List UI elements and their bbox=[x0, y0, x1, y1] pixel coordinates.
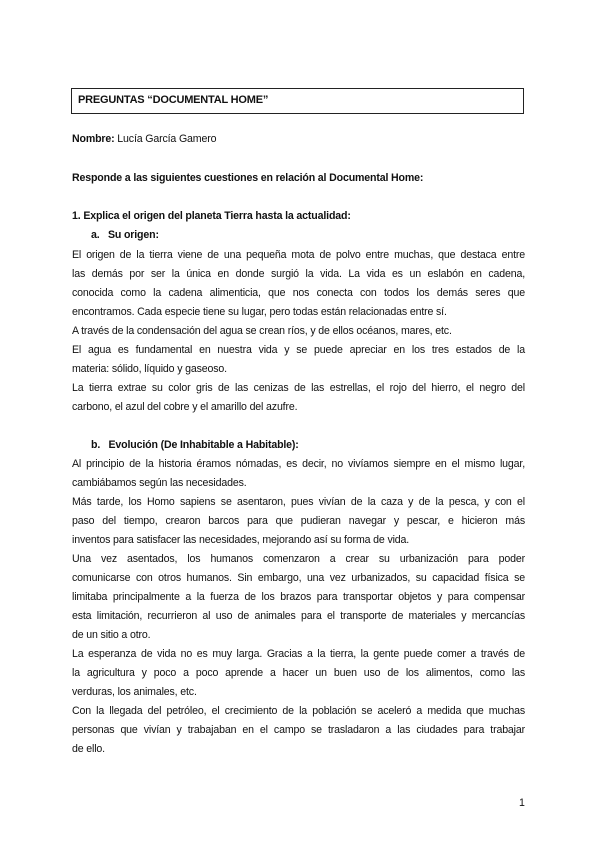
document-title: PREGUNTAS “DOCUMENTAL HOME” bbox=[78, 94, 269, 106]
paragraph-line: El origen de la tierra viene de una pequeña mota de polvo entre muchas, que destaca entre bbox=[72, 249, 525, 261]
paragraph-line: inventos para satisfacer las necesidades, mejorando así su forma de vida. bbox=[72, 534, 410, 546]
paragraph-line: Más tarde, los Homo sapiens se asentaron, pues vivían de la caza y de la pesca, y con el bbox=[72, 496, 525, 508]
paragraph-line: esta limitación, recurrieron al uso de animales para el transporte de materiales y mercancías bbox=[72, 610, 525, 622]
instruction-text: Responde a las siguientes cuestiones en relación al Documental Home: bbox=[72, 172, 424, 184]
section-b-title: Evolución (De Inhabitable a Habitable): bbox=[108, 439, 299, 451]
name-line bbox=[72, 133, 216, 145]
paragraph-line: las demás por ser la única en donde surgió la vida. La vida es un eslabón en cadena, bbox=[72, 268, 525, 280]
paragraph-line: La tierra extrae su color gris de las cenizas de las estrellas, el rojo del hierro, el negro del bbox=[72, 382, 525, 394]
paragraph-line: Al principio de la historia éramos nómadas, es decir, no vivíamos siempre en el mismo lugar, bbox=[72, 458, 525, 470]
section-a-heading bbox=[91, 229, 159, 241]
page-number: 1 bbox=[519, 797, 525, 809]
section-a-title: Su origen: bbox=[107, 229, 159, 241]
paragraph-line: limitaba principalmente a la fuerza de los brazos para transportar objetos y para compensar bbox=[72, 591, 525, 603]
paragraph-line: materia: sólido, líquido y gaseoso. bbox=[72, 363, 227, 375]
paragraph-line: cambiábamos según las necesidades. bbox=[72, 477, 247, 489]
paragraph-line: encontramos. Cada especie tiene su lugar, pero todas están relacionadas entre sí. bbox=[72, 306, 447, 318]
section-b-heading bbox=[91, 439, 299, 451]
paragraph-line: comunicarse con otros humanos. Sin embargo, una vez urbanizados, su capacidad física se bbox=[72, 572, 525, 584]
question-1: 1. Explica el origen del planeta Tierra hasta la actualidad: bbox=[72, 210, 351, 222]
paragraph-line: La esperanza de vida no es muy larga. Gracias a la tierra, la gente puede comer a través de bbox=[72, 648, 525, 660]
paragraph-line: carbono, el azul del cobre y el amarillo del azufre. bbox=[72, 401, 298, 413]
section-a-marker: a. bbox=[91, 229, 100, 241]
paragraph-line: la agricultura y poco a poco aprende a hacer un buen uso de los alimentos, como las bbox=[72, 667, 525, 679]
title-box bbox=[71, 88, 524, 114]
paragraph-line: El agua es fundamental en nuestra vida y se puede apreciar en los tres estados de la bbox=[72, 344, 525, 356]
name-value: Lucía García Gamero bbox=[114, 133, 217, 145]
paragraph-line: A través de la condensación del agua se crean ríos, y de ellos océanos, mares, etc. bbox=[72, 325, 452, 337]
paragraph-line: personas que vivían y trabajaban en el campo se trasladaron a las ciudades para trabajar bbox=[72, 724, 525, 736]
section-b-marker: b. bbox=[91, 439, 101, 451]
paragraph-line: conocida como la cadena alimenticia, que nos conecta con todos los demás seres que bbox=[72, 287, 525, 299]
paragraph-line: paso del tiempo, crearon barcos para que pudieran navegar y pescar, e hicieron más bbox=[72, 515, 525, 527]
paragraph-line: de ello. bbox=[72, 743, 105, 755]
paragraph-line: verduras, los animales, etc. bbox=[72, 686, 197, 698]
paragraph-line: Con la llegada del petróleo, el crecimiento de la población se aceleró a medida que muchas bbox=[72, 705, 525, 717]
paragraph-line: de un sitio a otro. bbox=[72, 629, 151, 641]
name-label: Nombre: bbox=[72, 133, 115, 145]
paragraph-line: Una vez asentados, los humanos comenzaron a crear su urbanización para poder bbox=[72, 553, 525, 565]
